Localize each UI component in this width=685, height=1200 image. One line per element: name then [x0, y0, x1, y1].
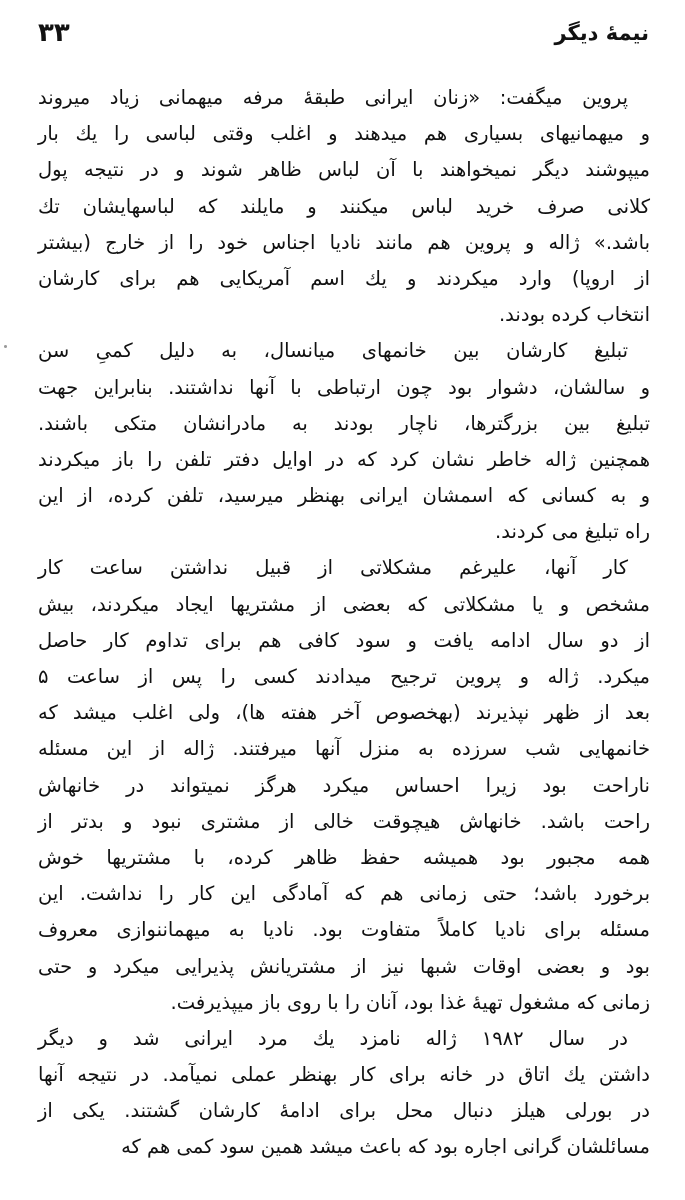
paragraph — [38, 1021, 650, 1166]
text-line: برخورد باشد؛ حتی زمانی هم که آمادگی این کار را نداشت. این — [38, 882, 650, 906]
text-line: داشتن یك اتاق در خانه برای کار بهنظر عملی نمیآمد. در نتیجه آنها — [38, 1063, 650, 1087]
text-line: تبلیغ کارشان بین خانمهای میانسال، به دلیل کمیِ سن — [38, 339, 628, 363]
text-line: باشد.» ژاله و پروین هم مانند نادیا اجناس خود را از خارج (بیشتر — [38, 230, 650, 254]
text-line: مشخص و یا مشکلاتی که بعضی از مشتریها ایجاد میکردند، بیش — [38, 592, 650, 616]
page-number: ۳۳ — [38, 18, 70, 48]
paragraph — [38, 550, 650, 1020]
margin-dot — [4, 345, 7, 348]
paragraph — [38, 333, 650, 550]
text-line: و میهمانیهای بسیاری هم میدهند و اغلب وقتی لباسی را یك بار — [38, 122, 650, 146]
text-line: راه تبلیغ می کردند. — [495, 520, 650, 544]
text-line: انتخاب کرده بودند. — [498, 303, 650, 327]
text-line: بود و بعضی اوقات شبها نیز از مشتریانش پذیرایی میکرد و حتی — [38, 954, 650, 978]
text-line: در سال ۱۹۸۲ ژاله نامزد یك مرد ایرانی شد و دیگر — [38, 1026, 628, 1050]
text-line: و به کسانی که اسمشان ایرانی بهنظر میرسید، تلفن کرده، از این — [38, 484, 650, 508]
text-line: در بورلی هیلز دنبال محل برای ادامهٔ کارشان گشتند. یکی از — [38, 1099, 650, 1123]
text-line: و سالشان، دشوار بود چون ارتباطی با آنها نداشتند. بنابراین جهت — [38, 375, 650, 399]
text-line: از دو سال ادامه یافت و سود کافی هم برای تداوم کار حاصل — [38, 628, 650, 652]
text-line: کار آنها، علیرغم مشکلاتی از قبیل نداشتن ساعت کار — [38, 556, 628, 580]
text-line: تبلیغ بین بزرگترها، ناچار بودند به مادرانشان متکی باشند. — [38, 411, 650, 435]
text-line: خانمهایی شب سرزده به منزل آنها میرفتند. ژاله از این مسئله — [38, 737, 650, 761]
text-line: بعد از ظهر نپذیرند (بهخصوص آخر هفته ها)، ولی اغلب میشد که — [38, 701, 650, 725]
text-line: مسئله برای نادیا کاملاً متفاوت بود. نادیا به میهماننوازی معروف — [38, 918, 650, 942]
text-line: مسائلشان گرانی اجاره بود که باعث میشد همین سود کمی هم که — [121, 1135, 650, 1159]
paragraph — [38, 80, 650, 333]
text-line: زمانی که مشغول تهیهٔ غذا بود، آنان را با روی باز میپذیرفت. — [170, 990, 650, 1014]
text-line: میکرد. ژاله و پروین ترجیح میدادند کسی را پس از ساعت ۵ — [38, 665, 650, 688]
text-line: راحت باشد. خانهاش هیچوقت خالی از مشتری نبود و بدتر از — [38, 809, 650, 833]
text-line: پروین میگفت: «زنان ایرانی طبقهٔ مرفه میهمانی زیاد میروند — [38, 86, 628, 109]
text-line: میپوشند دیگر نمیخواهند با آن لباس ظاهر شوند و در نتیجه پول — [38, 158, 650, 182]
body-text — [38, 80, 650, 1166]
running-title: نیمهٔ دیگر — [554, 21, 649, 45]
page-header — [38, 18, 649, 52]
text-line: ناراحت بود زیرا احساس میکرد هرگز نمیتواند در خانهاش — [38, 773, 650, 797]
text-line: از اروپا) وارد میکردند و یك اسم آمریکایی هم برای کارشان — [38, 266, 650, 290]
text-line: کلانی صرف خرید لباس میکنند و مایلند که لباسهایشان تك — [38, 194, 650, 218]
text-line: همه مجبور بود همیشه حفظ ظاهر کرده، با مشتریها خوش — [38, 845, 650, 869]
text-line: همچنین ژاله خاطر نشان کرد که در اوایل دفتر تلفن را باز میکردند — [38, 447, 650, 471]
